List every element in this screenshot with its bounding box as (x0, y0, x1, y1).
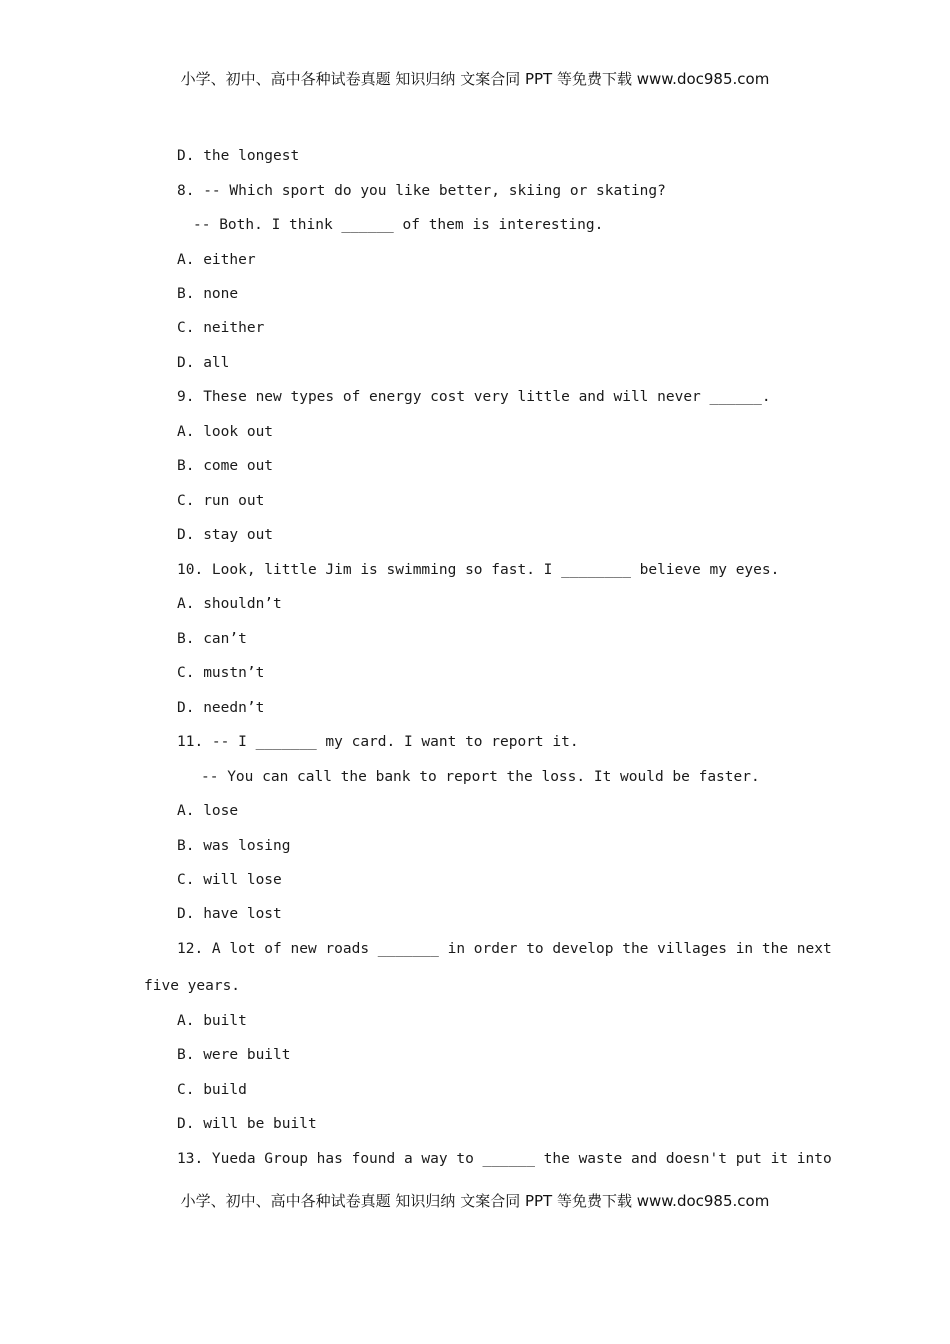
page-header: 小学、初中、高中各种试卷真题 知识归纳 文案合同 PPT 等免费下载 www.doc985.com (180, 70, 770, 88)
question-10: 10. Look, little Jim is swimming so fast. I ________ believe my eyes. (177, 562, 780, 578)
option-b-q9: B. come out (177, 458, 274, 474)
option-d-q12: D. will be built (177, 1116, 317, 1132)
question-12-continued: five years. (144, 978, 241, 994)
option-a-q10: A. shouldn’t (177, 596, 282, 612)
option-d-q10: D. needn’t (177, 700, 265, 716)
option-a-q12: A. built (177, 1013, 247, 1029)
option-b-q11: B. was losing (177, 838, 291, 854)
question-8-reply: -- Both. I think ______ of them is interesting. (193, 217, 604, 233)
option-d-q7: D. the longest (177, 148, 300, 164)
option-b-q12: B. were built (177, 1047, 291, 1063)
option-a-q11: A. lose (177, 803, 239, 819)
option-c-q10: C. mustn’t (177, 665, 265, 681)
option-c-q12: C. build (177, 1082, 247, 1098)
option-b-q10: B. can’t (177, 631, 247, 647)
option-c-q9: C. run out (177, 493, 265, 509)
option-a-q8: A. either (177, 252, 256, 268)
option-a-q9: A. look out (177, 424, 274, 440)
question-8: 8. -- Which sport do you like better, skiing or skating? (177, 183, 666, 199)
option-d-q8: D. all (177, 355, 230, 371)
option-c-q11: C. will lose (177, 872, 282, 888)
option-c-q8: C. neither (177, 320, 265, 336)
option-d-q11: D. have lost (177, 906, 282, 922)
question-9: 9. These new types of energy cost very little and will never ______. (177, 389, 771, 405)
option-b-q8: B. none (177, 286, 239, 302)
page-footer: 小学、初中、高中各种试卷真题 知识归纳 文案合同 PPT 等免费下载 www.doc985.com (180, 1192, 770, 1210)
question-11: 11. -- I _______ my card. I want to report it. (177, 734, 579, 750)
question-12: 12. A lot of new roads _______ in order to develop the villages in the next (177, 941, 832, 957)
question-13: 13. Yueda Group has found a way to ______ the waste and doesn't put it into (177, 1151, 832, 1167)
question-11-reply: -- You can call the bank to report the loss. It would be faster. (201, 769, 760, 785)
option-d-q9: D. stay out (177, 527, 274, 543)
